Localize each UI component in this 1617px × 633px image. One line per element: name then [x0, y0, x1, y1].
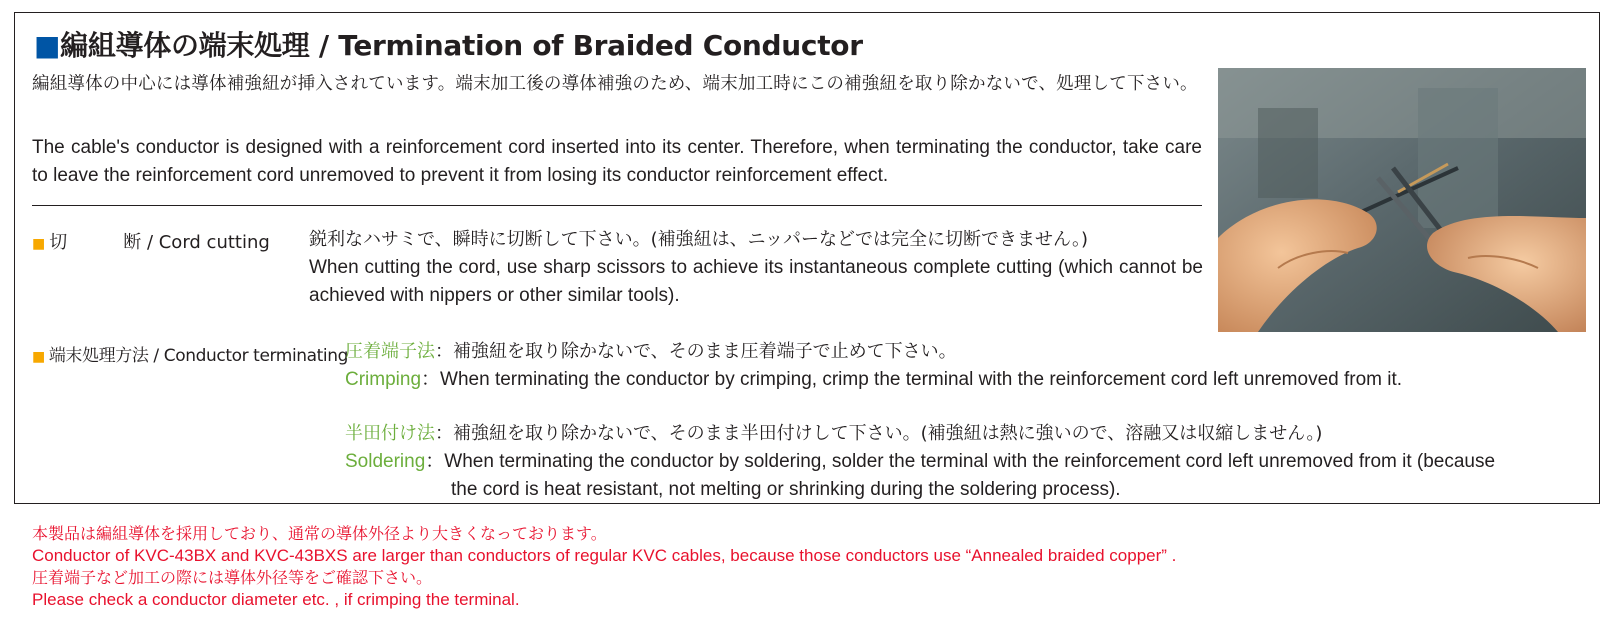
cord-cutting-japanese: 鋭利なハサミで、瞬時に切断して下さい。(補強紐は、ニッパーなどでは完全に切断できません。)	[309, 229, 1089, 250]
section-title	[34, 24, 863, 64]
cord-cutting-english: When cutting the cord, use sharp scissors to achieve its instantaneous complete cutting (which cannot be achieved with nippers or other similar tools).	[309, 257, 1203, 306]
intro-japanese: 編組導体の中心には導体補強紐が挿入されています。端末加工後の導体補強のため、端末加工時にこの補強紐を取り除かないで、処理して下さい。	[32, 74, 1198, 94]
conductor-terminating-label	[32, 341, 348, 366]
soldering-en-text-2: the cord is heat resistant, not melting or shrinking during the soldering process).	[451, 479, 1121, 500]
soldering-japanese-line	[345, 420, 1495, 448]
crimping-en-term: Crimping	[345, 369, 422, 390]
soldering-jp-term: 半田付け法	[345, 423, 435, 444]
cable-cutting-photo	[1218, 68, 1586, 332]
conductor-terminating-label-text: 端末処理方法 / Conductor terminating	[48, 346, 349, 366]
title-text: 編組導体の端末処理 / Termination of Braided Conductor	[60, 29, 863, 62]
soldering-english-line-2	[345, 476, 1495, 504]
crimping-japanese-line	[345, 338, 1402, 366]
intro-english: The cable's conductor is designed with a reinforcement cord inserted into its center. Therefore, when terminating the conductor, take care to leave the reinforcement cord unremoved to prevent it from losing its conductor reinforcement effect.	[32, 137, 1202, 186]
soldering-english-line	[345, 448, 1495, 476]
bullet-square-icon: ■	[32, 236, 46, 252]
section-divider	[32, 205, 1202, 206]
bullet-square-icon: ■	[32, 349, 45, 365]
notes-block	[32, 523, 1176, 611]
crimping-en-text: ：When terminating the conductor by crimping, crimp the terminal with the reinforcement cord left unremoved from it.	[421, 369, 1403, 390]
soldering-en-text-1: ：When terminating the conductor by soldering, solder the terminal with the reinforcement cord left unremoved from it (because	[425, 451, 1496, 472]
photo-illustration	[1218, 68, 1586, 332]
note-line-4: Please check a conductor diameter etc. , if crimping the terminal.	[32, 590, 520, 609]
crimping-jp-term: 圧着端子法	[345, 341, 435, 362]
note-line-1: 本製品は編組導体を採用しており、通常の導体外径より大きくなっております。	[32, 524, 607, 543]
title-square-icon: ■	[34, 29, 61, 62]
soldering-en-term: Soldering	[345, 451, 426, 472]
soldering-method	[345, 420, 1495, 504]
note-line-3: 圧着端子など加工の際には導体外径等をご確認下さい。	[32, 568, 433, 587]
crimping-method	[345, 338, 1402, 394]
cord-cutting-body	[309, 226, 1203, 310]
note-line-2: Conductor of KVC-43BX and KVC-43BXS are larger than conductors of regular KVC cables, because those conductors use “Annealed braided copper” .	[32, 546, 1177, 565]
cord-cutting-label	[32, 228, 270, 254]
crimping-jp-text: ：補強紐を取り除かないで、そのまま圧着端子で止めて下さい。	[435, 341, 957, 362]
crimping-english-line	[345, 366, 1402, 394]
soldering-jp-text: ：補強紐を取り除かないで、そのまま半田付けして下さい。(補強紐は熱に強いので、溶融又は収縮しません。)	[435, 423, 1323, 444]
cord-cutting-label-k1: 切	[49, 232, 68, 253]
cord-cutting-label-k2: 断 / Cord cutting	[123, 232, 270, 253]
